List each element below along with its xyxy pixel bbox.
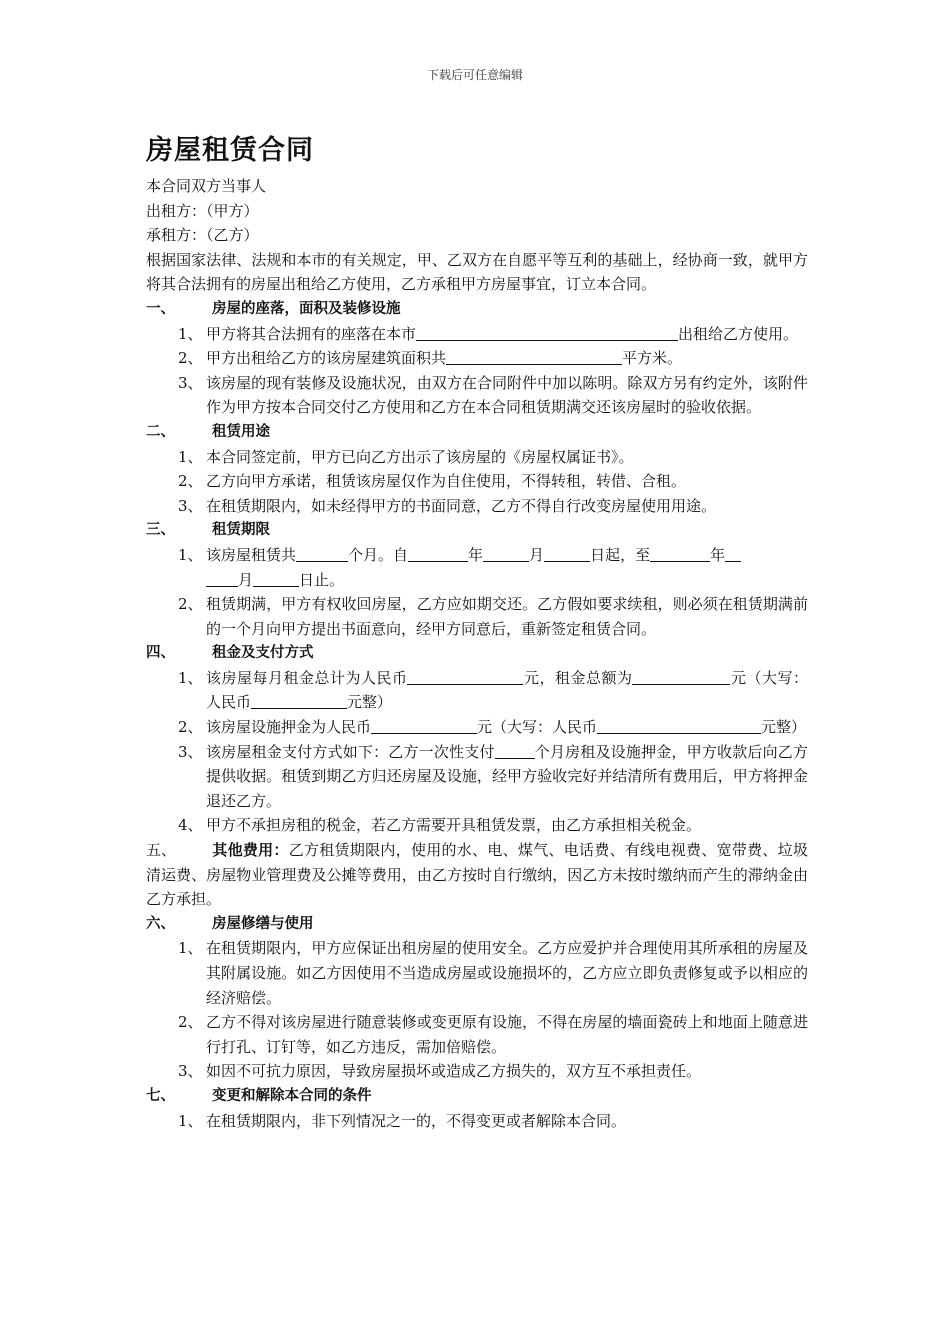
item-text (206, 322, 808, 347)
list-item (146, 740, 808, 814)
item-text-part: 元（大写：人民币 (206, 668, 808, 712)
lessor-line: 出租方：（甲方） (146, 201, 259, 220)
months-blank (296, 544, 348, 562)
end-year-blank (650, 544, 710, 562)
section-number: 五、 (146, 841, 177, 860)
parties-line: 本合同双方当事人 (146, 177, 267, 195)
item-number: 3、 (178, 1062, 203, 1081)
item-text: 本合同签定前，甲方已向乙方出示了该房屋的《房屋权属证书》。 (206, 447, 634, 466)
section-number: 二、 (146, 423, 175, 440)
section-title: 租赁期限 (212, 522, 270, 539)
section-number: 四、 (146, 645, 175, 662)
list-item (146, 715, 808, 740)
item-text: 乙方不得对该房屋进行随意装修或变更原有设施，不得在房屋的墙面瓷砖上和地面上随意进行打孔、订钉等，如乙方违反，需加倍赔偿。 (206, 1013, 808, 1056)
item-number: 4、 (178, 816, 203, 835)
list-item (146, 494, 808, 519)
item-number: 2、 (178, 718, 203, 737)
section-text: 乙方租赁期限内，使用的水、电、煤气、电话费、有线电视费、宽带费、垃圾清运费、房屋物业管理费及公摊等费用，由乙方按时自行缴纳，因乙方未按时缴纳而产生的滞纳金由乙方承担。 (146, 841, 808, 909)
item-text-part: 元整） (347, 693, 393, 712)
item-number: 1、 (178, 1111, 203, 1130)
list-item (146, 813, 808, 838)
item-number: 2、 (178, 595, 203, 614)
section-heading-3 (146, 518, 808, 543)
section-title: 房屋的座落，面积及装修设施 (212, 300, 401, 317)
item-number: 1、 (178, 447, 203, 466)
end-month-blank-a (725, 544, 741, 562)
contract-body (146, 174, 808, 1133)
item-text-part: 月 (529, 545, 545, 564)
item-text-part: 该房屋租金支付方式如下：乙方一次性支付 (206, 742, 495, 761)
item-number: 3、 (178, 373, 203, 392)
section-title: 租金及支付方式 (212, 645, 314, 662)
item-text: 乙方向甲方承诺，租赁该房屋仅作为自住使用，不得转租，转借、合租。 (206, 472, 687, 491)
list-item (146, 469, 808, 494)
item-text: 在租赁期限内，如未经得甲方的书面同意，乙方不得自行改变房屋使用用途。 (206, 496, 717, 515)
item-text-part: 年 (710, 545, 726, 564)
section-heading-7 (146, 1084, 808, 1109)
section-title: 房屋修缮与使用 (212, 915, 314, 932)
section-title: 变更和解除本合同的条件 (212, 1087, 372, 1104)
lessee-line: 承租方：（乙方） (146, 226, 259, 245)
section-heading-2 (146, 420, 808, 445)
item-text: 租赁期满，甲方有权收回房屋，乙方应如期交还。乙方假如要求续租，则必须在租赁期满前的一个月向甲方提出书面意向，经甲方同意后，重新签定租赁合同。 (206, 595, 808, 638)
item-number: 2、 (178, 1013, 203, 1032)
end-day-blank (253, 569, 299, 587)
section-5 (146, 838, 808, 912)
list-item (146, 445, 808, 470)
address-blank (416, 323, 678, 341)
section-title: 租赁用途 (212, 423, 270, 440)
section-heading-6 (146, 912, 808, 937)
item-text-part: 元（大写：人民币 (477, 718, 598, 737)
list-item (146, 543, 808, 592)
list-item (146, 371, 808, 420)
section-number: 六、 (146, 915, 175, 932)
preamble: 根据国家法律、法规和本市的有关规定，甲、乙双方在自愿平等互利的基础上，经协商一致，就甲方将其合法拥有的房屋出租给乙方使用，乙方承租甲方房屋事宜，订立本合同。 (146, 250, 808, 294)
item-text (206, 715, 808, 740)
item-number: 1、 (178, 668, 203, 687)
start-month-blank (483, 544, 529, 562)
section-heading-1 (146, 297, 808, 322)
item-text-part: 日止。 (299, 570, 345, 589)
start-year-blank (408, 544, 468, 562)
area-blank (446, 347, 622, 365)
item-text-part: 平方米。 (622, 349, 683, 368)
list-item (146, 592, 808, 641)
item-text-part: 个月房租及设施押金，甲方收款后向乙方提供收据。租赁到期乙方归还房屋及设施，经甲方验收完好并结清所有费用后，甲方将押金退还乙方。 (206, 742, 808, 810)
item-text-part: 月 (238, 570, 254, 589)
total-rent-words-blank (251, 691, 347, 709)
item-text: 如因不可抗力原因，导致房屋损坏或造成乙方损失的，双方互不承担责任。 (206, 1062, 702, 1081)
header-note: 下载后可任意编辑 (426, 68, 523, 82)
list-item (146, 1109, 808, 1134)
item-number: 1、 (178, 545, 203, 564)
item-text-part: 该房屋设施押金为人民币 (206, 718, 372, 737)
item-text (206, 740, 808, 814)
item-text-part: 日起，至 (590, 545, 651, 564)
payment-months-blank (495, 741, 535, 759)
item-text-part: 出租给乙方使用。 (678, 324, 799, 343)
monthly-rent-blank (407, 667, 523, 685)
item-text-part: 个月。自 (348, 545, 409, 564)
item-text: 该房屋的现有装修及设施状况，由双方在合同附件中加以陈明。除双方另有约定外，该附件作为甲方按本合同交付乙方使用和乙方在本合同租赁期满交还该房屋时的验收依据。 (206, 373, 808, 417)
item-number: 1、 (178, 324, 203, 343)
section-number: 三、 (146, 522, 175, 539)
item-number: 3、 (178, 742, 203, 761)
item-text-part: 该房屋租赁共 (206, 545, 297, 564)
item-text-part: 甲方出租给乙方的该房屋建筑面积共 (206, 349, 447, 368)
item-text-part: 甲方将其合法拥有的座落在本市 (206, 324, 417, 343)
section-number: 一、 (146, 300, 175, 317)
total-rent-blank (632, 667, 730, 685)
end-month-blank-b (206, 569, 238, 587)
item-text-part: 该房屋每月租金总计为人民币 (206, 668, 408, 687)
item-number: 2、 (178, 349, 203, 368)
item-number: 3、 (178, 496, 203, 515)
list-item (146, 322, 808, 347)
list-item (146, 666, 808, 715)
section-heading-4 (146, 641, 808, 666)
document-title: 房屋租赁合同 (146, 135, 314, 166)
item-text (206, 543, 808, 592)
start-day-blank (544, 544, 590, 562)
item-text-part: 元，租金总额为 (523, 668, 633, 687)
section-number: 七、 (146, 1087, 175, 1104)
item-text (206, 666, 808, 715)
list-item (146, 1010, 808, 1059)
deposit-blank (371, 716, 477, 734)
list-item (146, 1059, 808, 1084)
list-item (146, 346, 808, 371)
item-text: 在租赁期限内，甲方应保证出租房屋的使用安全。乙方应爱护并合理使用其所承租的房屋及其附属设施。如乙方因使用不当造成房屋或设施损坏的，乙方应立即负责修复或予以相应的经济赔偿。 (206, 939, 808, 1007)
section-lead: 其他费用： (212, 841, 289, 860)
item-text: 甲方不承担房租的税金，若乙方需要开具租赁发票，由乙方承担相关税金。 (206, 816, 702, 835)
item-text-part: 年 (468, 545, 484, 564)
item-number: 1、 (178, 939, 203, 958)
item-text: 在租赁期限内，非下列情况之一的，不得变更或者解除本合同。 (206, 1111, 627, 1130)
item-number: 2、 (178, 472, 203, 491)
item-text-part: 元整） (761, 718, 807, 737)
item-text (206, 346, 808, 371)
list-item (146, 936, 808, 1010)
deposit-words-blank (597, 716, 761, 734)
